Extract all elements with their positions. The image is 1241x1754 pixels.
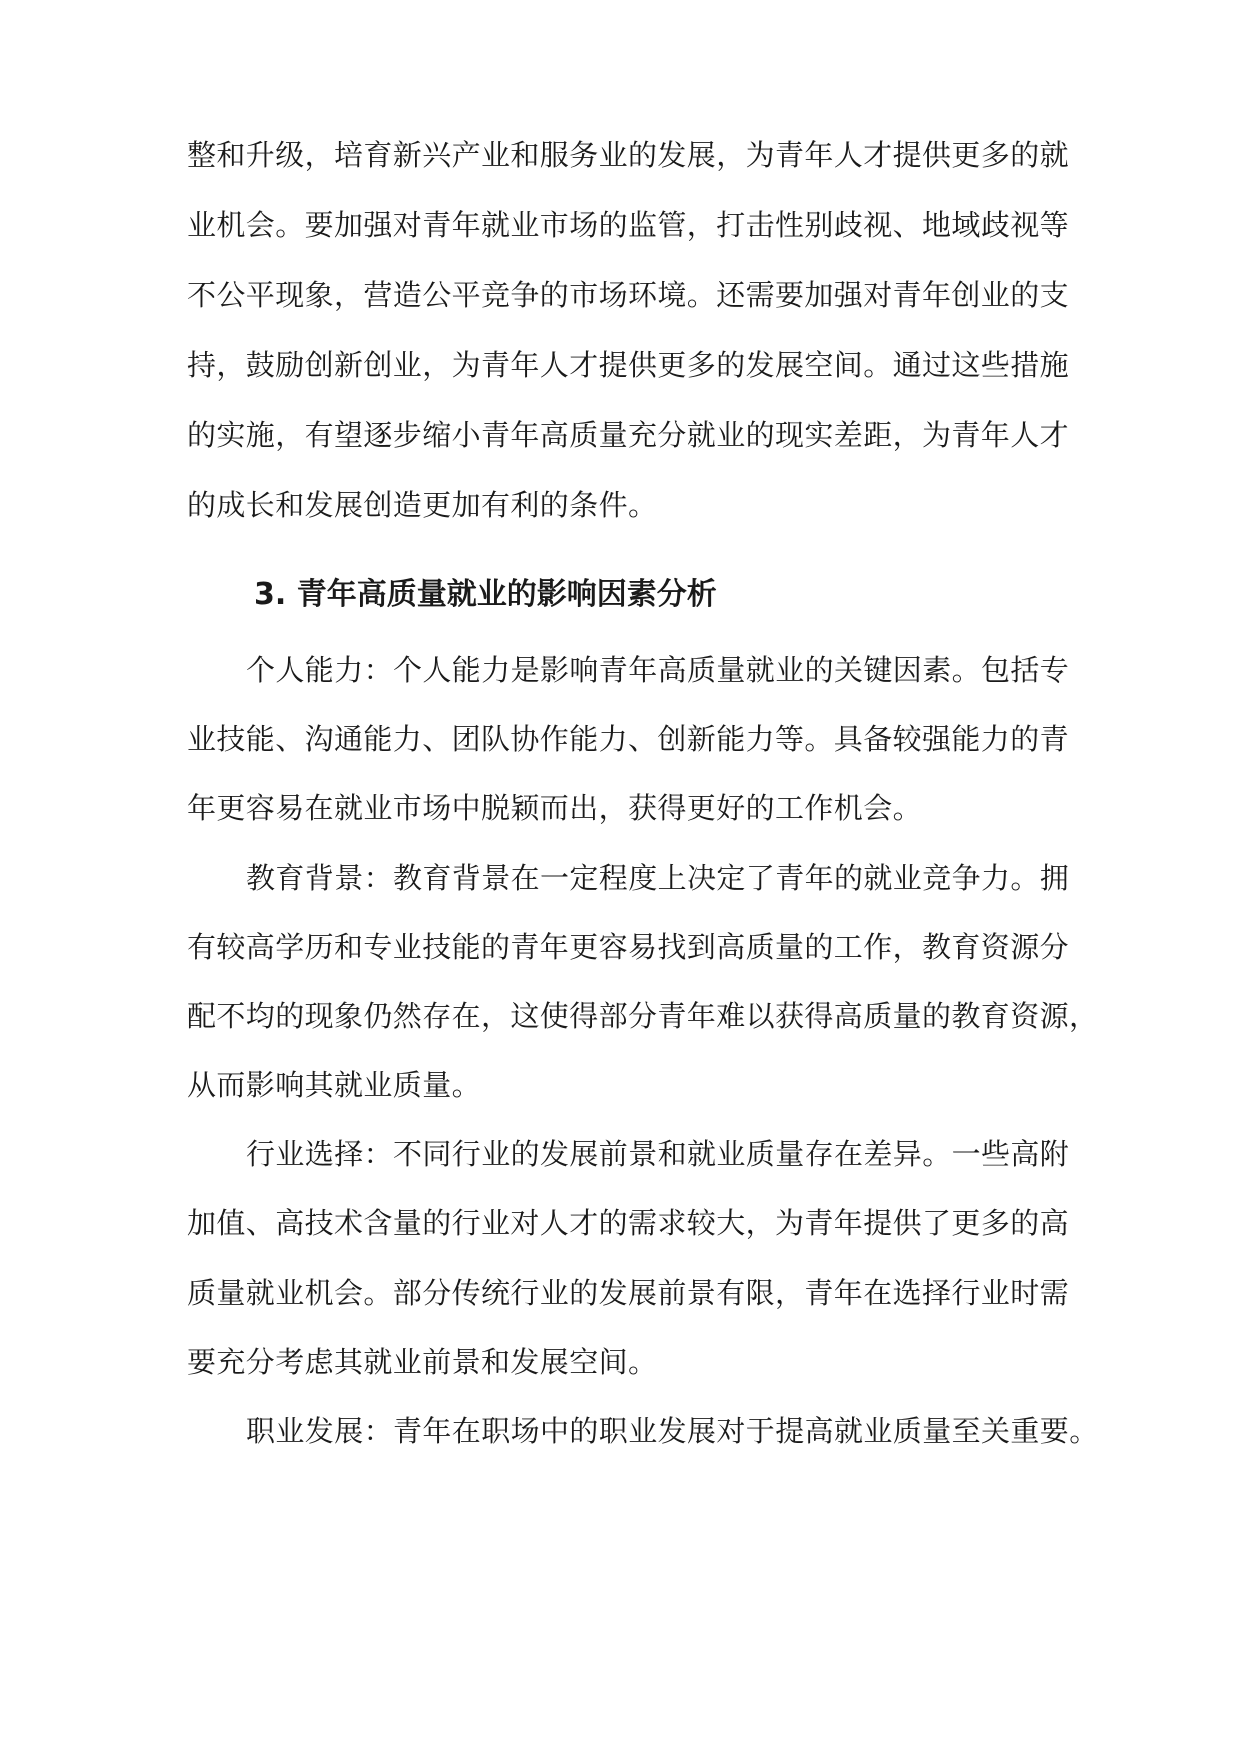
paragraph-industry-line-4: 要充分考虑其就业前景和发展空间。 — [187, 1345, 658, 1379]
paragraph-education-line-1: 教育背景：教育背景在一定程度上决定了青年的就业竞争力。拥 — [246, 861, 1070, 895]
paragraph-education-line-2: 有较高学历和专业技能的青年更容易找到高质量的工作，教育资源分 — [187, 930, 1070, 964]
paragraph-personal-ability-line-3: 年更容易在就业市场中脱颖而出，获得更好的工作机会。 — [187, 791, 923, 825]
paragraph-career-line-1: 职业发展：青年在职场中的职业发展对于提高就业质量至关重要。 — [246, 1414, 1099, 1448]
intro-line-1: 整和升级，培育新兴产业和服务业的发展，为青年人才提供更多的就 — [187, 138, 1070, 172]
paragraph-personal-ability-line-1: 个人能力：个人能力是影响青年高质量就业的关键因素。包括专 — [246, 653, 1070, 687]
paragraph-personal-ability-line-2: 业技能、沟通能力、团队协作能力、创新能力等。具备较强能力的青 — [187, 722, 1070, 756]
paragraph-industry-line-2: 加值、高技术含量的行业对人才的需求较大，为青年提供了更多的高 — [187, 1206, 1070, 1240]
intro-line-6: 的成长和发展创造更加有利的条件。 — [187, 488, 658, 522]
intro-line-4: 持，鼓励创新创业，为青年人才提供更多的发展空间。通过这些措施 — [187, 348, 1070, 382]
intro-line-2: 业机会。要加强对青年就业市场的监管，打击性别歧视、地域歧视等 — [187, 208, 1070, 242]
paragraph-education-line-4: 从而影响其就业质量。 — [187, 1068, 482, 1102]
section-heading: 3. 青年高质量就业的影响因素分析 — [254, 577, 717, 612]
intro-line-3: 不公平现象，营造公平竞争的市场环境。还需要加强对青年创业的支 — [187, 278, 1070, 312]
paragraph-industry-line-1: 行业选择：不同行业的发展前景和就业质量存在差异。一些高附 — [246, 1137, 1070, 1171]
intro-line-5: 的实施，有望逐步缩小青年高质量充分就业的现实差距，为青年人才 — [187, 418, 1070, 452]
paragraph-education-line-3: 配不均的现象仍然存在，这使得部分青年难以获得高质量的教育资源， — [187, 999, 1099, 1033]
paragraph-industry-line-3: 质量就业机会。部分传统行业的发展前景有限，青年在选择行业时需 — [187, 1276, 1070, 1310]
